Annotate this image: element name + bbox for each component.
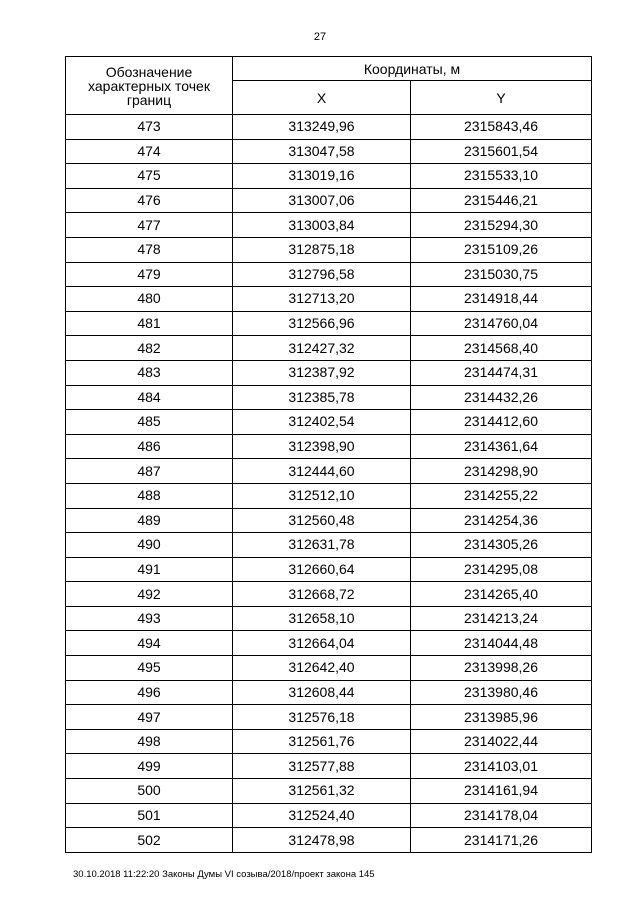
x-coordinate-cell: 312524,40 <box>233 803 411 828</box>
table-row <box>66 385 592 410</box>
y-column-header: Y <box>411 81 592 115</box>
y-coordinate-cell: 2314305,26 <box>411 533 592 558</box>
point-id-cell: 478 <box>66 237 233 262</box>
x-coordinate-cell: 313019,16 <box>233 164 411 189</box>
y-coordinate-cell: 2314432,26 <box>411 385 592 410</box>
table-row <box>66 213 592 238</box>
y-coordinate-cell: 2314171,26 <box>411 828 592 853</box>
table-row <box>66 680 592 705</box>
point-id-cell: 475 <box>66 164 233 189</box>
x-coordinate-cell: 313007,06 <box>233 188 411 213</box>
x-coordinate-cell: 312444,60 <box>233 459 411 484</box>
point-id-cell: 486 <box>66 434 233 459</box>
point-id-cell: 499 <box>66 754 233 779</box>
table-row <box>66 508 592 533</box>
point-id-cell: 500 <box>66 779 233 804</box>
y-coordinate-cell: 2314161,94 <box>411 779 592 804</box>
x-coordinate-cell: 312796,58 <box>233 262 411 287</box>
table-row <box>66 483 592 508</box>
x-coordinate-cell: 312576,18 <box>233 705 411 730</box>
table-row <box>66 803 592 828</box>
point-id-cell: 483 <box>66 360 233 385</box>
point-id-cell: 496 <box>66 680 233 705</box>
table-row <box>66 656 592 681</box>
table-row <box>66 115 592 140</box>
y-coordinate-cell: 2313980,46 <box>411 680 592 705</box>
x-coordinate-cell: 313249,96 <box>233 115 411 140</box>
y-coordinate-cell: 2314412,60 <box>411 410 592 435</box>
y-coordinate-cell: 2314474,31 <box>411 360 592 385</box>
point-id-cell: 476 <box>66 188 233 213</box>
x-coordinate-cell: 312631,78 <box>233 533 411 558</box>
y-coordinate-cell: 2315446,21 <box>411 188 592 213</box>
table-row <box>66 360 592 385</box>
y-coordinate-cell: 2314103,01 <box>411 754 592 779</box>
x-coordinate-cell: 312642,40 <box>233 656 411 681</box>
point-id-cell: 482 <box>66 336 233 361</box>
table-row <box>66 557 592 582</box>
point-id-cell: 495 <box>66 656 233 681</box>
table-row <box>66 410 592 435</box>
y-coordinate-cell: 2314254,36 <box>411 508 592 533</box>
y-coordinate-cell: 2315294,30 <box>411 213 592 238</box>
y-coordinate-cell: 2314022,44 <box>411 729 592 754</box>
x-column-header: X <box>233 81 411 115</box>
x-coordinate-cell: 312713,20 <box>233 287 411 312</box>
x-coordinate-cell: 312512,10 <box>233 483 411 508</box>
point-id-cell: 479 <box>66 262 233 287</box>
coordinates-table <box>65 56 592 853</box>
point-id-cell: 477 <box>66 213 233 238</box>
y-coordinate-cell: 2314298,90 <box>411 459 592 484</box>
y-coordinate-cell: 2315601,54 <box>411 139 592 164</box>
x-coordinate-cell: 312402,54 <box>233 410 411 435</box>
table-row <box>66 754 592 779</box>
x-coordinate-cell: 312664,04 <box>233 631 411 656</box>
y-coordinate-cell: 2314044,48 <box>411 631 592 656</box>
table-row <box>66 262 592 287</box>
table-row <box>66 459 592 484</box>
point-id-cell: 489 <box>66 508 233 533</box>
x-coordinate-cell: 312385,78 <box>233 385 411 410</box>
x-coordinate-cell: 312668,72 <box>233 582 411 607</box>
point-id-cell: 497 <box>66 705 233 730</box>
point-id-cell: 488 <box>66 483 233 508</box>
point-id-cell: 480 <box>66 287 233 312</box>
x-coordinate-cell: 312658,10 <box>233 606 411 631</box>
point-id-cell: 491 <box>66 557 233 582</box>
table-row <box>66 606 592 631</box>
x-coordinate-cell: 312566,96 <box>233 311 411 336</box>
x-coordinate-cell: 312608,44 <box>233 680 411 705</box>
x-coordinate-cell: 313003,84 <box>233 213 411 238</box>
table-row <box>66 164 592 189</box>
point-id-cell: 502 <box>66 828 233 853</box>
y-coordinate-cell: 2314918,44 <box>411 287 592 312</box>
y-coordinate-cell: 2314760,04 <box>411 311 592 336</box>
x-coordinate-cell: 312560,48 <box>233 508 411 533</box>
point-id-cell: 485 <box>66 410 233 435</box>
y-coordinate-cell: 2314265,40 <box>411 582 592 607</box>
y-coordinate-cell: 2314568,40 <box>411 336 592 361</box>
table-row <box>66 434 592 459</box>
table-body <box>66 115 592 853</box>
x-coordinate-cell: 312561,32 <box>233 779 411 804</box>
point-id-cell: 481 <box>66 311 233 336</box>
page-number: 27 <box>313 31 327 43</box>
table-row <box>66 237 592 262</box>
point-id-cell: 474 <box>66 139 233 164</box>
y-coordinate-cell: 2315030,75 <box>411 262 592 287</box>
x-coordinate-cell: 312398,90 <box>233 434 411 459</box>
y-coordinate-cell: 2314213,24 <box>411 606 592 631</box>
table-row <box>66 311 592 336</box>
point-id-cell: 492 <box>66 582 233 607</box>
table-row <box>66 705 592 730</box>
x-coordinate-cell: 312427,32 <box>233 336 411 361</box>
y-coordinate-cell: 2313998,26 <box>411 656 592 681</box>
point-id-cell: 498 <box>66 729 233 754</box>
point-id-cell: 494 <box>66 631 233 656</box>
y-coordinate-cell: 2315533,10 <box>411 164 592 189</box>
point-id-cell: 490 <box>66 533 233 558</box>
point-id-cell: 501 <box>66 803 233 828</box>
table-row <box>66 336 592 361</box>
table-row <box>66 188 592 213</box>
point-designation-header: Обозначение характерных точек границ <box>66 57 233 115</box>
x-coordinate-cell: 312875,18 <box>233 237 411 262</box>
point-id-cell: 493 <box>66 606 233 631</box>
coordinates-header: Координаты, м <box>233 57 592 81</box>
y-coordinate-cell: 2314255,22 <box>411 483 592 508</box>
table-row <box>66 779 592 804</box>
point-id-cell: 484 <box>66 385 233 410</box>
x-coordinate-cell: 312660,64 <box>233 557 411 582</box>
table-header <box>66 57 592 115</box>
x-coordinate-cell: 312478,98 <box>233 828 411 853</box>
y-coordinate-cell: 2315109,26 <box>411 237 592 262</box>
table-row <box>66 287 592 312</box>
table-row <box>66 729 592 754</box>
table-row <box>66 139 592 164</box>
x-coordinate-cell: 313047,58 <box>233 139 411 164</box>
x-coordinate-cell: 312561,76 <box>233 729 411 754</box>
point-id-cell: 473 <box>66 115 233 140</box>
footer-document-stamp: 30.10.2018 11:22:20 Законы Думы VI созыва/2018/проект закона 145 <box>73 869 375 880</box>
y-coordinate-cell: 2314295,08 <box>411 557 592 582</box>
table-row <box>66 582 592 607</box>
x-coordinate-cell: 312387,92 <box>233 360 411 385</box>
point-id-cell: 487 <box>66 459 233 484</box>
y-coordinate-cell: 2314361,64 <box>411 434 592 459</box>
y-coordinate-cell: 2313985,96 <box>411 705 592 730</box>
table-row <box>66 631 592 656</box>
y-coordinate-cell: 2314178,04 <box>411 803 592 828</box>
y-coordinate-cell: 2315843,46 <box>411 115 592 140</box>
table-row <box>66 533 592 558</box>
x-coordinate-cell: 312577,88 <box>233 754 411 779</box>
table-row <box>66 828 592 853</box>
